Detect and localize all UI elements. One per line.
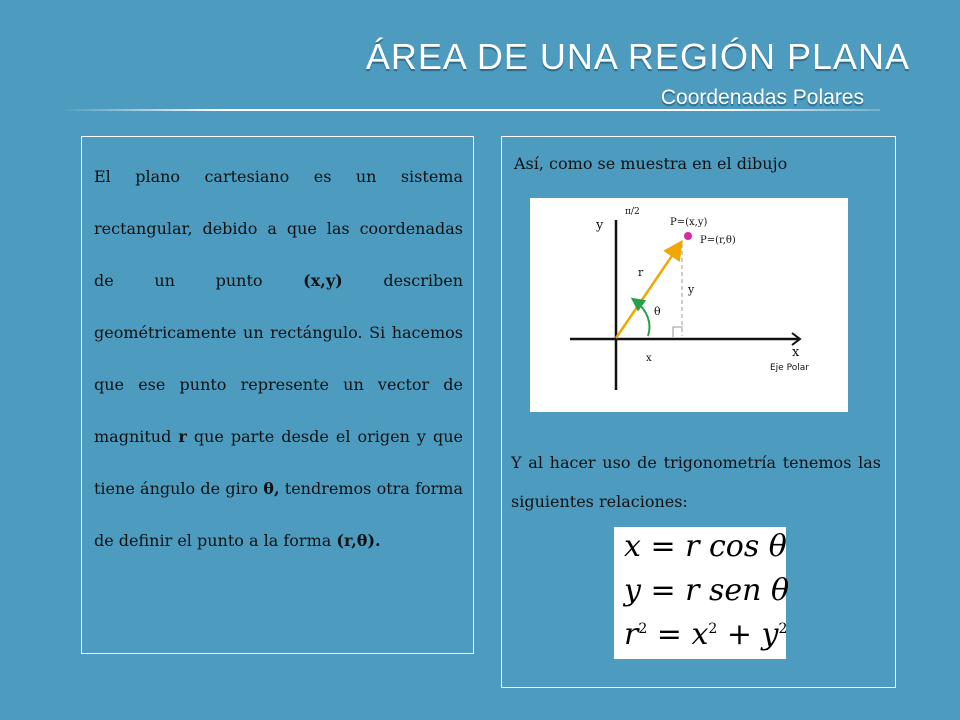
label-y-dashed: y xyxy=(688,283,695,296)
exp-r: 2 xyxy=(638,621,648,637)
label-x-small: x xyxy=(646,353,652,364)
exp-x: 2 xyxy=(708,621,718,637)
bold-xy: (x,y) xyxy=(303,271,343,290)
formula-y xyxy=(624,573,789,608)
formula-x-text: x = r cos θ xyxy=(624,529,787,564)
left-text-box xyxy=(81,136,474,654)
label-polar-axis: Eje Polar xyxy=(770,363,809,373)
text-3: que parte desde el origen y que tiene ángulo de giro xyxy=(94,427,463,498)
bold-theta: θ, xyxy=(263,479,280,498)
formula-eq-x: = x xyxy=(647,617,709,652)
formula-y-text: y = r sen θ xyxy=(624,573,790,608)
bold-r: r xyxy=(178,427,187,446)
exp-y: 2 xyxy=(778,621,788,637)
page-title: ÁREA DE UNA REGIÓN PLANA xyxy=(365,36,910,77)
polar-diagram-svg xyxy=(530,198,848,412)
formula-box xyxy=(614,527,790,659)
label-p-rtheta: P=(r,θ) xyxy=(700,235,736,246)
label-r: r xyxy=(638,266,644,279)
label-pi-half: π/2 xyxy=(625,207,640,217)
bold-rtheta: (r,θ). xyxy=(336,531,381,550)
title-divider xyxy=(60,109,880,111)
angle-arc xyxy=(634,300,649,336)
radius-vector xyxy=(616,244,680,338)
point-marker xyxy=(684,232,692,240)
text-1: El plano cartesiano es un sistema rectangular, debido a que las coordenadas de un punto xyxy=(94,167,463,290)
label-x-axis: x xyxy=(792,345,800,360)
relations-text: Y al hacer uso de trigonometría tenemos las siguientes relaciones: xyxy=(511,453,881,511)
left-paragraph xyxy=(94,151,463,567)
formula-r: r xyxy=(624,617,639,652)
formula-x xyxy=(624,529,787,564)
label-theta: θ xyxy=(654,305,661,318)
label-y-axis: y xyxy=(596,218,604,233)
intro-text: Así, como se muestra en el dibujo xyxy=(514,154,788,173)
page-subtitle: Coordenadas Polares xyxy=(660,86,864,109)
text-2: describen geométricamente un rectángulo. Si hacemos que ese punto represente un vector de magnitud xyxy=(94,271,464,446)
formula-r2 xyxy=(624,617,787,652)
polar-diagram xyxy=(530,198,848,412)
text-4: tendremos otra forma de definir el punto a la forma xyxy=(94,479,464,550)
label-p-xy: P=(x,y) xyxy=(670,217,708,228)
formula-plus-y: + y xyxy=(717,617,779,652)
